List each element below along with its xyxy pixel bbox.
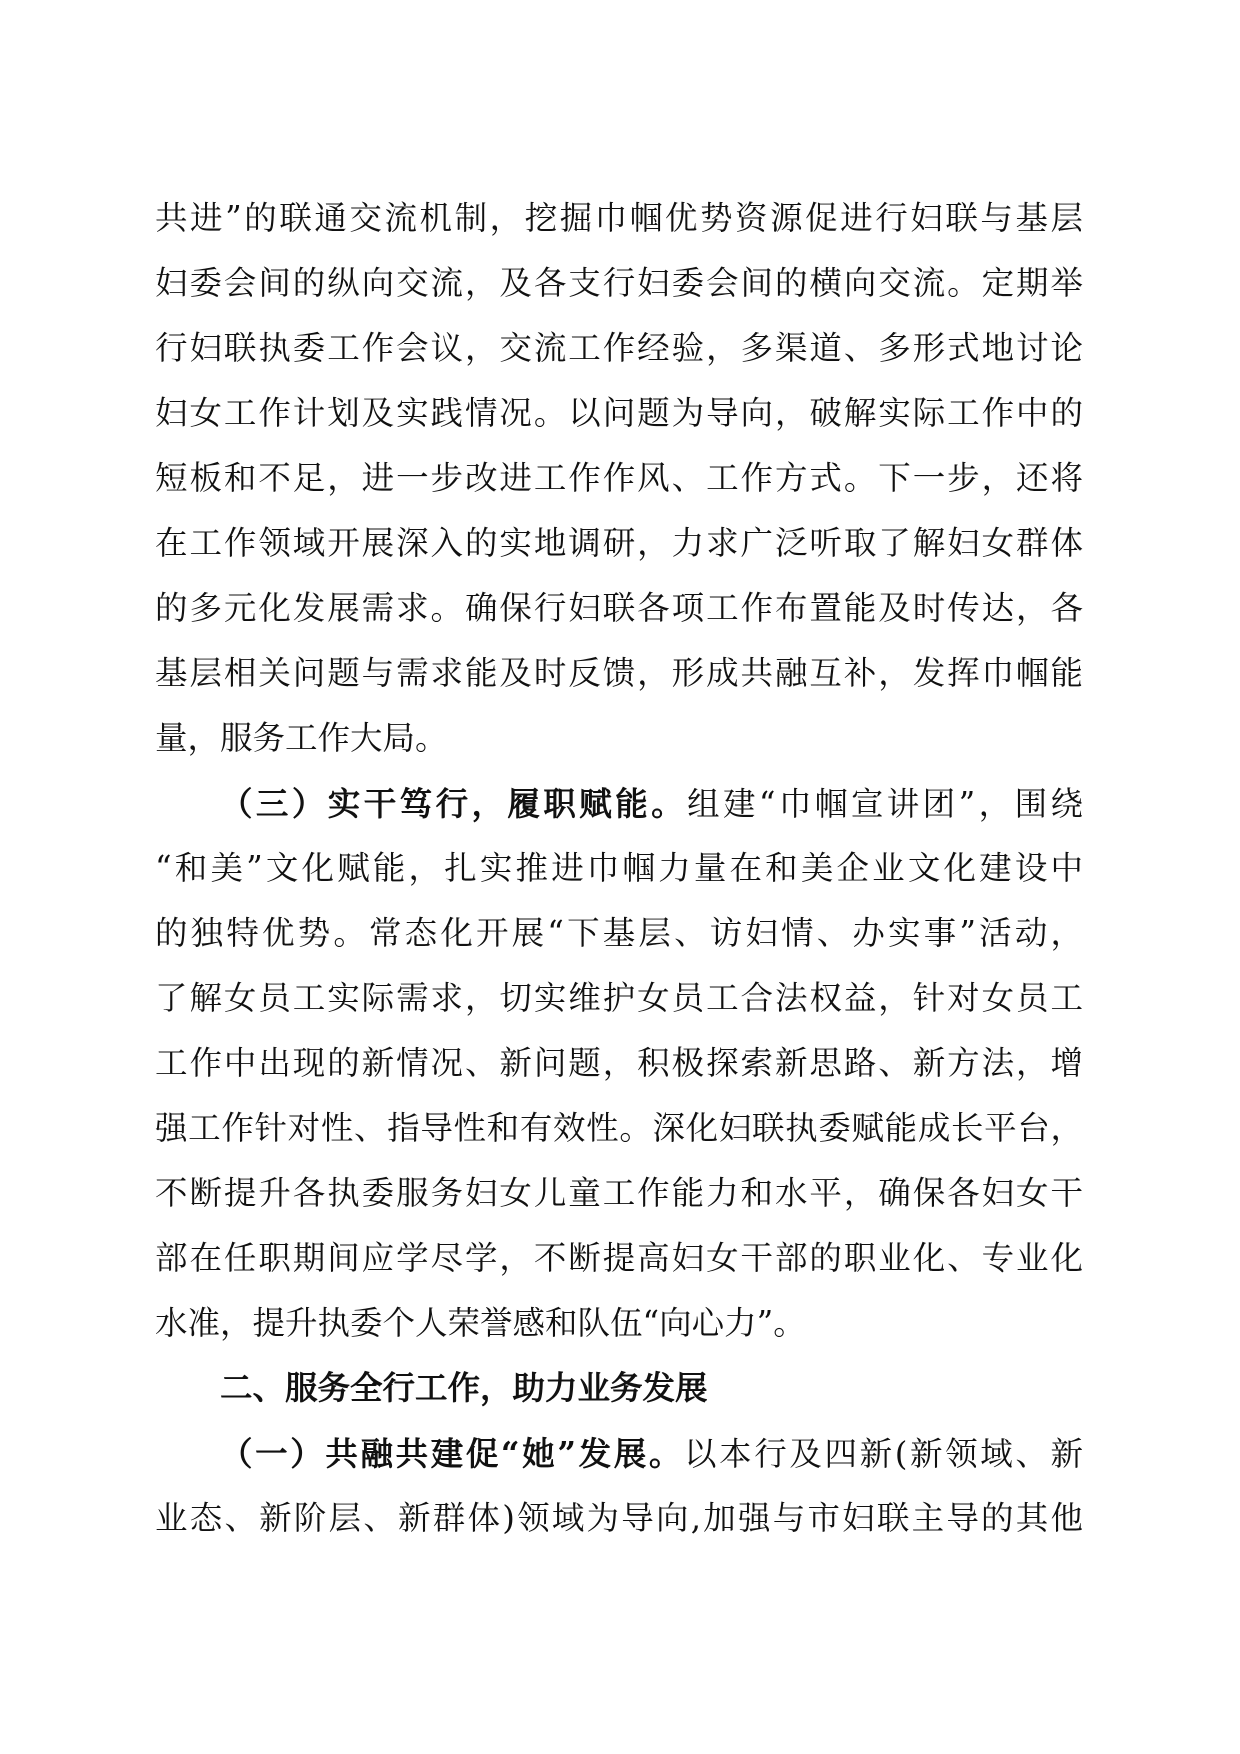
subsection-heading: （一）共融共建促“她”发展。 — [220, 1434, 685, 1473]
document-body — [155, 186, 1083, 1551]
paragraph-line-rest: 组建“巾帼宣讲团”，围绕 — [687, 785, 1083, 823]
paragraph-line: 了解女员工实际需求，切实维护女员工合法权益，针对女员工 — [155, 979, 1083, 1017]
paragraph-line: 水准，提升执委个人荣誉感和队伍“向心力”。 — [155, 1304, 806, 1342]
section-heading: 二、服务全行工作，助力业务发展 — [220, 1369, 708, 1407]
paragraph-line: 的独特优势。常态化开展“下基层、访妇情、办实事”活动， — [155, 914, 1083, 952]
paragraph-line: 行妇联执委工作会议，交流工作经验，多渠道、多形式地讨论 — [155, 329, 1083, 367]
paragraph-line: 部在任职期间应学尽学，不断提高妇女干部的职业化、专业化 — [155, 1239, 1083, 1277]
paragraph-line: “和美”文化赋能，扎实推进巾帼力量在和美企业文化建设中 — [155, 849, 1083, 887]
paragraph-line: 业态、新阶层、新群体)领域为导向,加强与市妇联主导的其他 — [155, 1499, 1083, 1537]
paragraph-line: 基层相关问题与需求能及时反馈，形成共融互补，发挥巾帼能 — [155, 654, 1083, 692]
subsection-first-line — [155, 771, 1083, 836]
paragraph-line: 量，服务工作大局。 — [155, 719, 448, 757]
paragraph-line: 工作中出现的新情况、新问题，积极探索新思路、新方法，增 — [155, 1044, 1083, 1082]
subsection-first-line — [155, 1421, 1083, 1486]
subsection-heading: （三）实干笃行，履职赋能。 — [220, 784, 688, 823]
paragraph-line: 的多元化发展需求。确保行妇联各项工作布置能及时传达，各 — [155, 589, 1083, 627]
paragraph-line: 强工作针对性、指导性和有效性。深化妇联执委赋能成长平台， — [155, 1109, 1083, 1147]
paragraph-line: 妇委会间的纵向交流，及各支行妇委会间的横向交流。定期举 — [155, 264, 1083, 302]
paragraph-line: 不断提升各执委服务妇女儿童工作能力和水平，确保各妇女干 — [155, 1174, 1083, 1212]
paragraph-line: 共进”的联通交流机制，挖掘巾帼优势资源促进行妇联与基层 — [155, 199, 1083, 237]
paragraph-line: 在工作领域开展深入的实地调研，力求广泛听取了解妇女群体 — [155, 524, 1083, 562]
paragraph-line: 妇女工作计划及实践情况。以问题为导向，破解实际工作中的 — [155, 394, 1083, 432]
paragraph-line: 短板和不足，进一步改进工作作风、工作方式。下一步，还将 — [155, 459, 1083, 497]
paragraph-line-rest: 以本行及四新(新领域、新 — [684, 1435, 1083, 1473]
